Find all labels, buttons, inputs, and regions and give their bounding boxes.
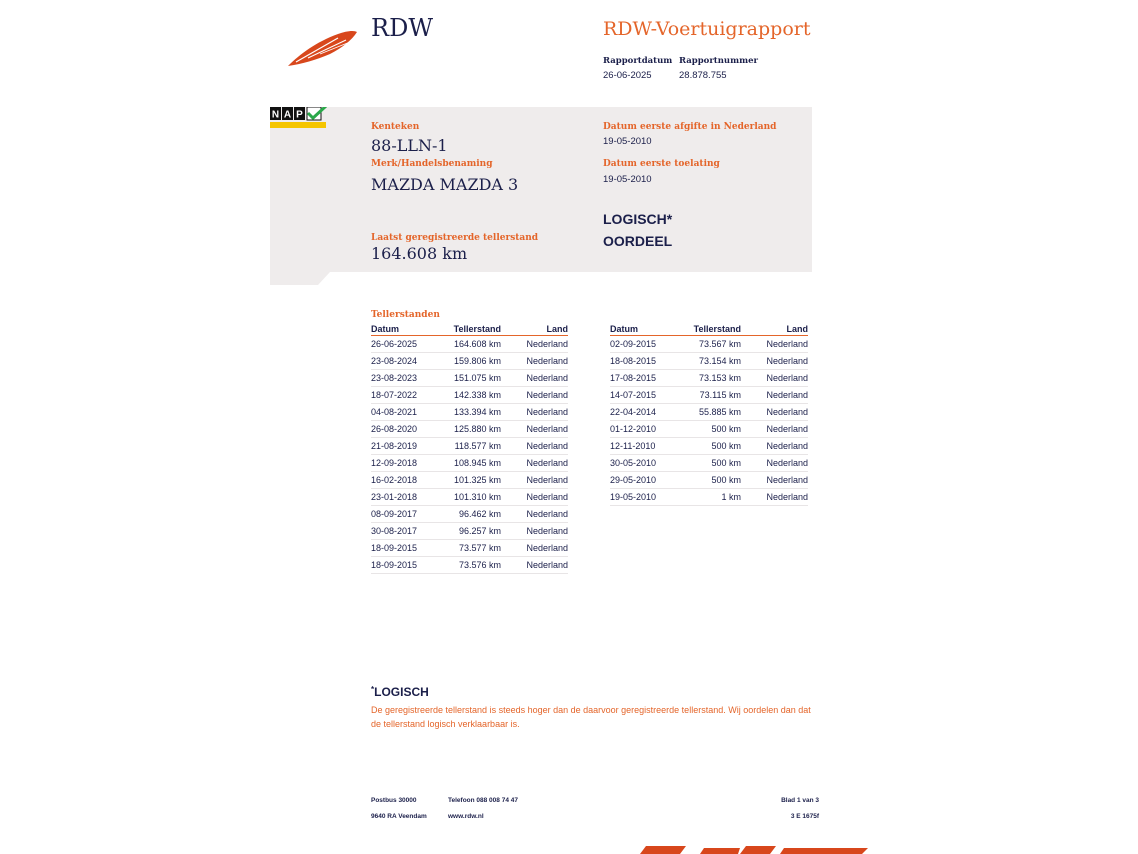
cell-datum: 23-08-2023 [371, 373, 418, 383]
cell-datum: 18-09-2015 [371, 560, 418, 570]
table-row [371, 523, 568, 540]
cell-land: Nederland [766, 339, 808, 349]
cell-tellerstand: 500 km [711, 441, 741, 451]
table-row [371, 506, 568, 523]
table-row [371, 387, 568, 404]
tellerstanden-title: Tellerstanden [371, 310, 440, 320]
cell-datum: 04-08-2021 [371, 407, 418, 417]
cell-datum: 30-05-2010 [610, 458, 657, 468]
cell-land: Nederland [526, 390, 568, 400]
afgifte-label: Datum eerste afgifte in Nederland [603, 122, 777, 132]
cell-land: Nederland [526, 441, 568, 451]
cell-land: Nederland [766, 441, 808, 451]
table-row [371, 472, 568, 489]
table-row [371, 336, 568, 353]
table-row [610, 404, 808, 421]
table-row [371, 489, 568, 506]
cell-datum: 26-08-2020 [371, 424, 418, 434]
cell-tellerstand: 73.576 km [458, 560, 501, 570]
cell-land: Nederland [526, 509, 568, 519]
cell-tellerstand: 73.577 km [458, 543, 501, 553]
rdw-feather-logo [286, 28, 358, 68]
cell-tellerstand: 96.257 km [458, 526, 501, 536]
cell-tellerstand: 125.880 km [453, 424, 501, 434]
footer-postbus: Postbus 30000 [371, 797, 417, 804]
table-row [371, 540, 568, 557]
col-land: Land [786, 324, 808, 334]
cell-land: Nederland [526, 560, 568, 570]
cell-tellerstand: 96.462 km [458, 509, 501, 519]
cell-tellerstand: 500 km [711, 475, 741, 485]
cell-land: Nederland [526, 526, 568, 536]
cell-tellerstand: 118.577 km [454, 441, 501, 451]
cell-datum: 29-05-2010 [610, 475, 657, 485]
cell-datum: 30-08-2017 [371, 526, 418, 536]
footer-code: 3 E 1675f [790, 813, 819, 820]
rapportnummer-value: 28.878.755 [679, 70, 727, 81]
footer-telefoon: Telefoon 088 008 74 47 [448, 797, 518, 804]
legend-star: * [371, 685, 375, 694]
cell-tellerstand: 73.154 km [698, 356, 741, 366]
cell-datum: 18-08-2015 [610, 356, 657, 366]
table-row [610, 472, 808, 489]
cell-tellerstand: 73.567 km [698, 339, 741, 349]
kenteken-label: Kenteken [371, 122, 420, 132]
cell-tellerstand: 101.325 km [453, 475, 501, 485]
cell-tellerstand: 133.394 km [453, 407, 501, 417]
cell-land: Nederland [766, 356, 808, 366]
table-body [371, 336, 568, 574]
footer-blad: Blad 1 van 3 [781, 797, 819, 804]
table-row [610, 455, 808, 472]
nap-letter-a: A [283, 109, 292, 121]
table-row [371, 404, 568, 421]
report-title: RDW-Voertuigrapport [603, 18, 811, 40]
tellerstand-value: 164.608 km [371, 244, 468, 263]
table-row [610, 336, 808, 353]
cell-datum: 08-09-2017 [371, 509, 418, 519]
legend-heading-text: LOGISCH [374, 685, 429, 699]
table-row [371, 370, 568, 387]
cell-datum: 02-09-2015 [610, 339, 657, 349]
brand-name: RDW [371, 14, 433, 42]
footer-plaats: 9640 RA Veendam [371, 813, 427, 820]
cell-datum: 12-11-2010 [610, 441, 656, 451]
cell-land: Nederland [526, 475, 568, 485]
table-row [610, 370, 808, 387]
cell-datum: 23-01-2018 [371, 492, 418, 502]
toelating-value: 19-05-2010 [603, 174, 652, 185]
kenteken-value: 88-LLN-1 [371, 136, 448, 155]
tellerstanden-table-left [371, 323, 568, 574]
cell-land: Nederland [766, 407, 808, 417]
oordeel-verdict [603, 208, 703, 252]
cell-land: Nederland [526, 407, 568, 417]
col-datum: Datum [610, 324, 639, 334]
cell-tellerstand: 500 km [711, 424, 741, 434]
cell-land: Nederland [766, 424, 808, 434]
cell-datum: 23-08-2024 [371, 356, 418, 366]
table-header [610, 323, 808, 336]
table-row [610, 421, 808, 438]
cell-datum: 18-07-2022 [371, 390, 418, 400]
oordeel-line1: LOGISCH* [603, 211, 673, 227]
footer-stripe-decoration [640, 846, 868, 854]
table-row [371, 438, 568, 455]
cell-land: Nederland [526, 339, 568, 349]
table-row [371, 557, 568, 574]
cell-datum: 21-08-2019 [371, 441, 418, 451]
cell-tellerstand: 101.310 km [453, 492, 501, 502]
table-row [371, 421, 568, 438]
cell-datum: 19-05-2010 [610, 492, 657, 502]
cell-land: Nederland [526, 492, 568, 502]
table-header [371, 323, 568, 336]
cell-land: Nederland [526, 424, 568, 434]
cell-land: Nederland [766, 458, 808, 468]
cell-datum: 26-06-2025 [371, 339, 418, 349]
cell-datum: 12-09-2018 [371, 458, 418, 468]
cell-land: Nederland [766, 475, 808, 485]
afgifte-value: 19-05-2010 [603, 136, 652, 147]
cell-land: Nederland [526, 373, 568, 383]
merk-label: Merk/Handelsbenaming [371, 159, 493, 169]
tellerstanden-table-right [610, 323, 808, 506]
oordeel-line2: OORDEEL [603, 233, 673, 249]
table-row [371, 353, 568, 370]
cell-datum: 14-07-2015 [610, 390, 657, 400]
footer-website[interactable]: www.rdw.nl [448, 813, 484, 820]
cell-datum: 18-09-2015 [371, 543, 418, 553]
cell-land: Nederland [766, 390, 808, 400]
rapportnummer-label: Rapportnummer [679, 56, 758, 66]
col-datum: Datum [371, 324, 400, 334]
nap-letter-n: N [271, 109, 280, 121]
table-row [371, 455, 568, 472]
table-row [610, 353, 808, 370]
cell-tellerstand: 159.806 km [453, 356, 501, 366]
col-land: Land [546, 324, 568, 334]
cell-tellerstand: 73.153 km [698, 373, 741, 383]
cell-tellerstand: 164.608 km [453, 339, 501, 349]
panel-background [270, 107, 812, 285]
rapportdatum-value: 26-06-2025 [603, 70, 652, 81]
cell-datum: 01-12-2010 [610, 424, 657, 434]
cell-tellerstand: 73.115 km [699, 390, 741, 400]
cell-datum: 16-02-2018 [371, 475, 418, 485]
col-tellerstand: Tellerstand [693, 324, 741, 334]
toelating-label: Datum eerste toelating [603, 159, 720, 169]
cell-land: Nederland [526, 356, 568, 366]
cell-land: Nederland [766, 373, 808, 383]
rapportdatum-label: Rapportdatum [603, 56, 673, 66]
cell-tellerstand: 1 km [721, 492, 741, 502]
cell-land: Nederland [766, 492, 808, 502]
legend-heading [371, 685, 429, 699]
col-tellerstand: Tellerstand [453, 324, 501, 334]
cell-datum: 22-04-2014 [610, 407, 657, 417]
vehicle-summary-panel [270, 107, 812, 285]
cell-land: Nederland [526, 458, 568, 468]
legend-text: De geregistreerde tellerstand is steeds hoger dan de daarvoor geregistreerde tellerstand. Wij oordelen dan dat de tellerstand logisch verklaarbaar is. [371, 705, 811, 729]
tellerstand-label: Laatst geregistreerde tellerstand [371, 233, 539, 243]
merk-value: MAZDA MAZDA 3 [371, 175, 519, 194]
cell-tellerstand: 151.075 km [453, 373, 501, 383]
cell-tellerstand: 500 km [711, 458, 741, 468]
table-body [610, 336, 808, 506]
cell-tellerstand: 142.338 km [453, 390, 501, 400]
cell-land: Nederland [526, 543, 568, 553]
cell-tellerstand: 108.945 km [453, 458, 501, 468]
nap-logo [270, 107, 328, 131]
cell-datum: 17-08-2015 [610, 373, 657, 383]
nap-letter-p: P [296, 109, 303, 121]
table-row [610, 438, 808, 455]
table-row [610, 489, 808, 506]
table-row [610, 387, 808, 404]
cell-tellerstand: 55.885 km [698, 407, 741, 417]
